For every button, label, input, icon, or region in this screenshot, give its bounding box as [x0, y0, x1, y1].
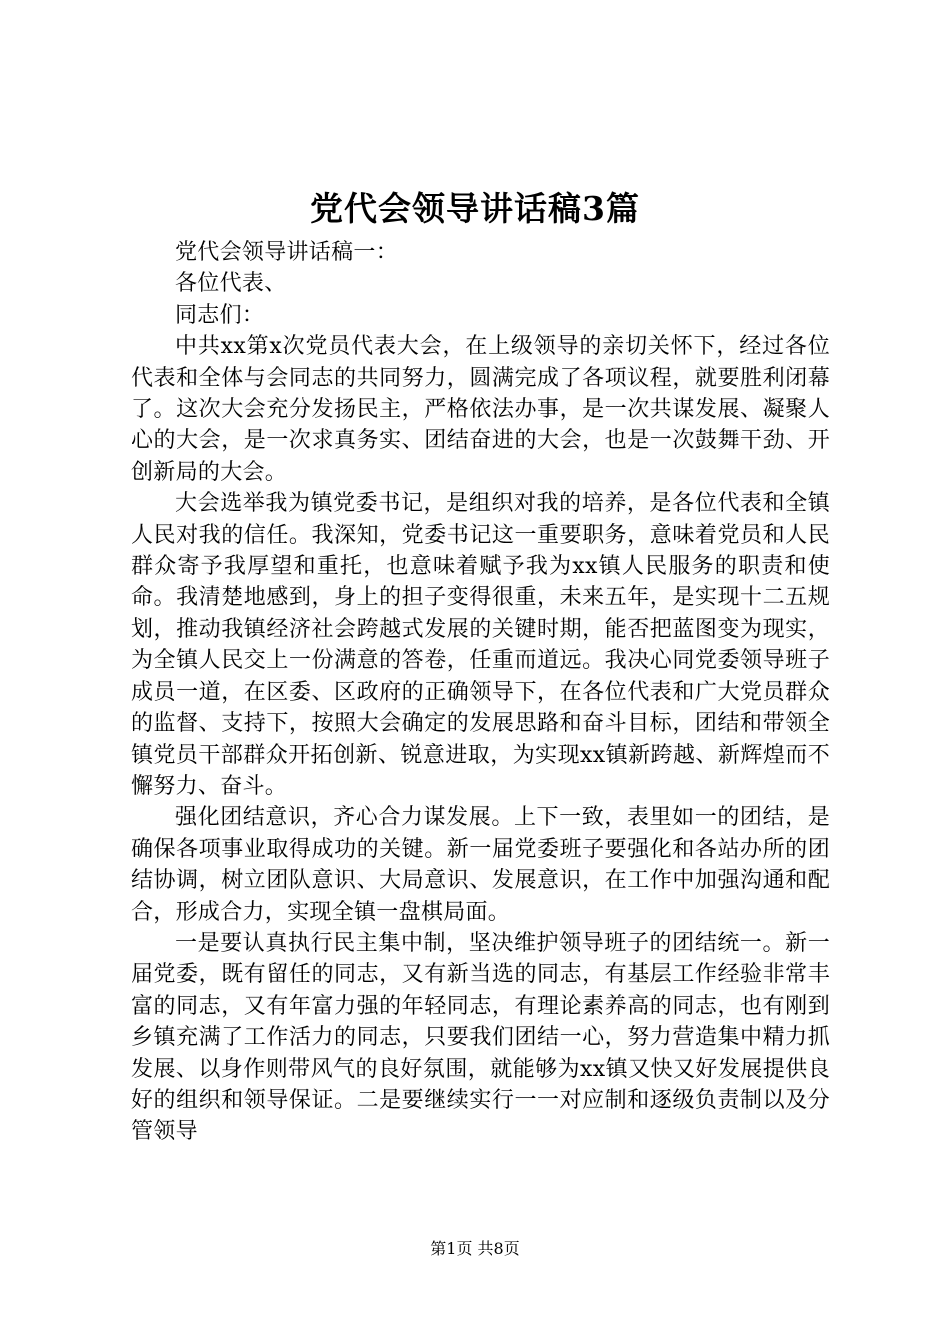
paragraph-heading: 党代会领导讲话稿一： [175, 240, 399, 265]
document-title: 党代会领导讲话稿3篇 [310, 189, 640, 228]
paragraph: 大会选举我为镇党委书记，是组织对我的培养，是各位代表和全镇人民对我的信任。我深知，党委书记这一重要职务，意味着党员和人民群众寄予我厚望和重托，也意味着赋予我为xx镇人民服务的职责和使命。我清楚地感到，身上的担子变得很重，未来五年，是实现十二五规划，推动我镇经济社会跨越式发展的关键时期，能否把蓝图变为现实，为全镇人民交上一份满意的答卷，任重而道远。我决心同党委领导班子成员一道，在区委、区政府的正确领导下，在各位代表和广大党员群众的监督、支持下，按照大会确定的发展思路和奋斗目标，团结和带领全镇党员干部群众开拓创新、锐意进取，为实现xx镇新跨越、新辉煌而不懈努力、奋斗。 [131, 491, 830, 799]
paragraph-salutation-1: 各位代表、 [175, 271, 287, 297]
paragraph: 一是要认真执行民主集中制，坚决维护领导班子的团结统一。新一届党委，既有留任的同志，又有新当选的同志，有基层工作经验非常丰富的同志，又有年富力强的年轻同志，有理论素养高的同志，也有刚到乡镇充满了工作活力的同志，只要我们团结一心，努力营造集中精力抓发展、以身作则带风气的良好氛围，就能够为xx镇又快又好发展提供良好的组织和领导保证。二是要继续实行一一对应制和逐级负责制以及分管领导 [131, 930, 830, 1145]
paragraph-salutation-2: 同志们： [175, 302, 265, 328]
paragraph: 中共xx第x次党员代表大会，在上级领导的亲切关怀下，经过各位代表和全体与会同志的共同努力，圆满完成了各项议程，就要胜利闭幕了。这次大会充分发扬民主，严格依法办事，是一次共谋发展、凝聚人心的大会，是一次求真务实、团结奋进的大会，也是一次鼓舞干劲、开创新局的大会。 [131, 334, 830, 485]
page-footer: 第1页 共8页 [430, 1239, 520, 1258]
document-body [131, 237, 830, 1148]
paragraph: 强化团结意识，齐心合力谋发展。上下一致，表里如一的团结，是确保各项事业取得成功的关键。新一届党委班子要强化和各站办所的团结协调，树立团队意识、大局意识、发展意识，在工作中加强沟通和配合，形成合力，实现全镇一盘棋局面。 [131, 805, 830, 925]
